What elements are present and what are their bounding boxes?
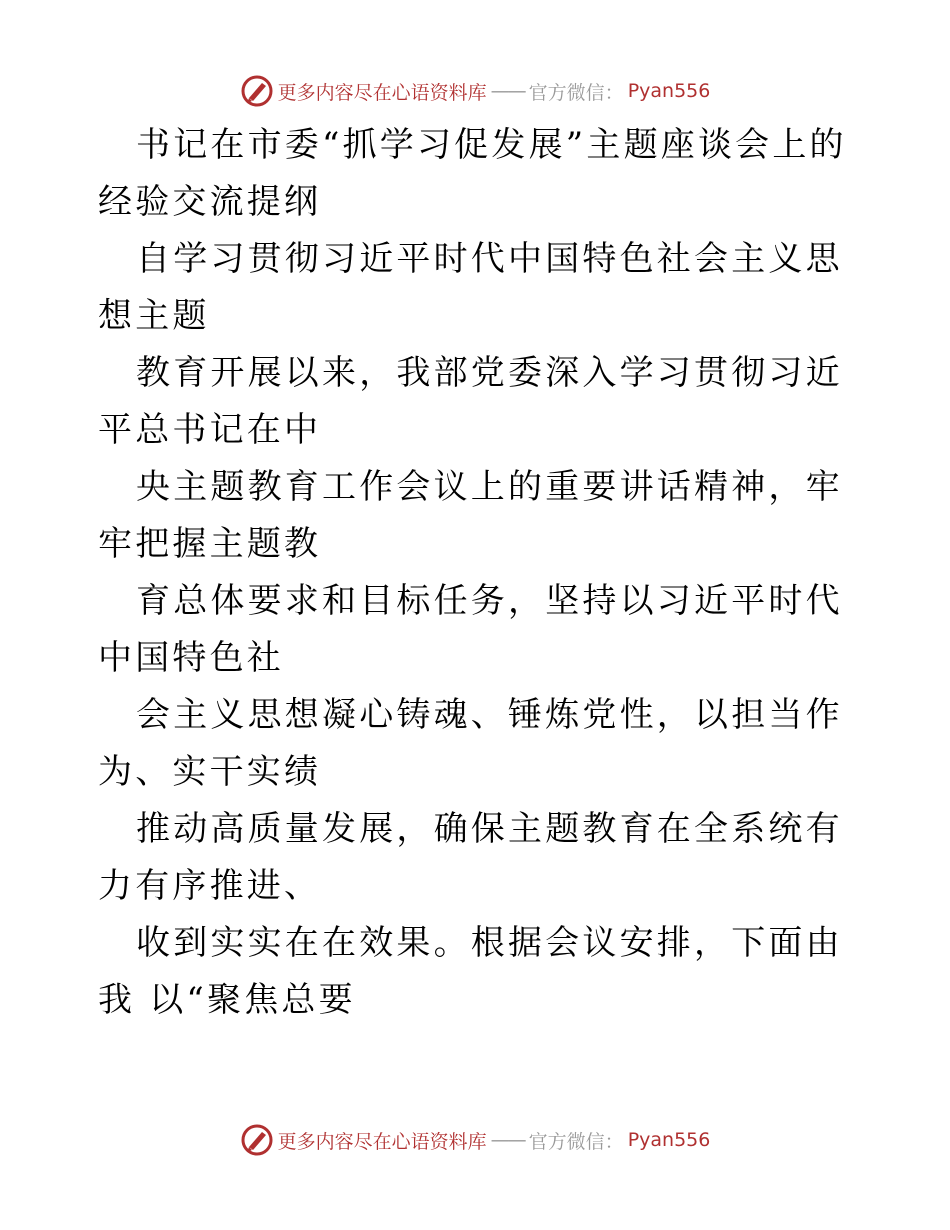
paragraph: 书记在市委“抓学习促发展”主题座谈会上的经验交流提纲 (98, 125, 847, 222)
pen-seal-logo-icon (240, 1123, 274, 1157)
watermark-separator: —— (490, 80, 525, 102)
document-body (98, 117, 858, 1029)
watermark-wechat-id: Pyan556 (627, 1129, 711, 1151)
pen-seal-logo-icon (240, 74, 274, 108)
watermark-separator: —— (490, 1129, 525, 1151)
watermark-site-text: 更多内容尽在心语资料库 (277, 81, 487, 104)
paragraph: 收到实实在在效果。根据会议安排，下面由我 以“聚焦总要 (98, 923, 843, 1020)
paragraph: 央主题教育工作会议上的重要讲话精神，牢牢把握主题教 (98, 467, 843, 564)
watermark-site-text: 更多内容尽在心语资料库 (277, 1130, 487, 1153)
paragraph: 自学习贯彻习近平时代中国特色社会主义思想主题 (98, 239, 843, 336)
watermark-wechat-id: Pyan556 (627, 80, 711, 102)
watermark-wechat-label: 官方微信： (528, 1130, 624, 1153)
paragraph: 会主义思想凝心铸魂、锤炼党性，以担当作为、实干实绩 (98, 695, 843, 792)
watermark-wechat-label: 官方微信： (528, 81, 624, 104)
paragraph: 推动高质量发展，确保主题教育在全系统有力有序推进、 (98, 809, 843, 906)
paragraph: 育总体要求和目标任务，坚持以习近平时代中国特色社 (98, 581, 843, 678)
header-watermark (0, 71, 950, 111)
footer-watermark (0, 1120, 950, 1160)
paragraph: 教育开展以来，我部党委深入学习贯彻习近平总书记在中 (98, 353, 843, 450)
